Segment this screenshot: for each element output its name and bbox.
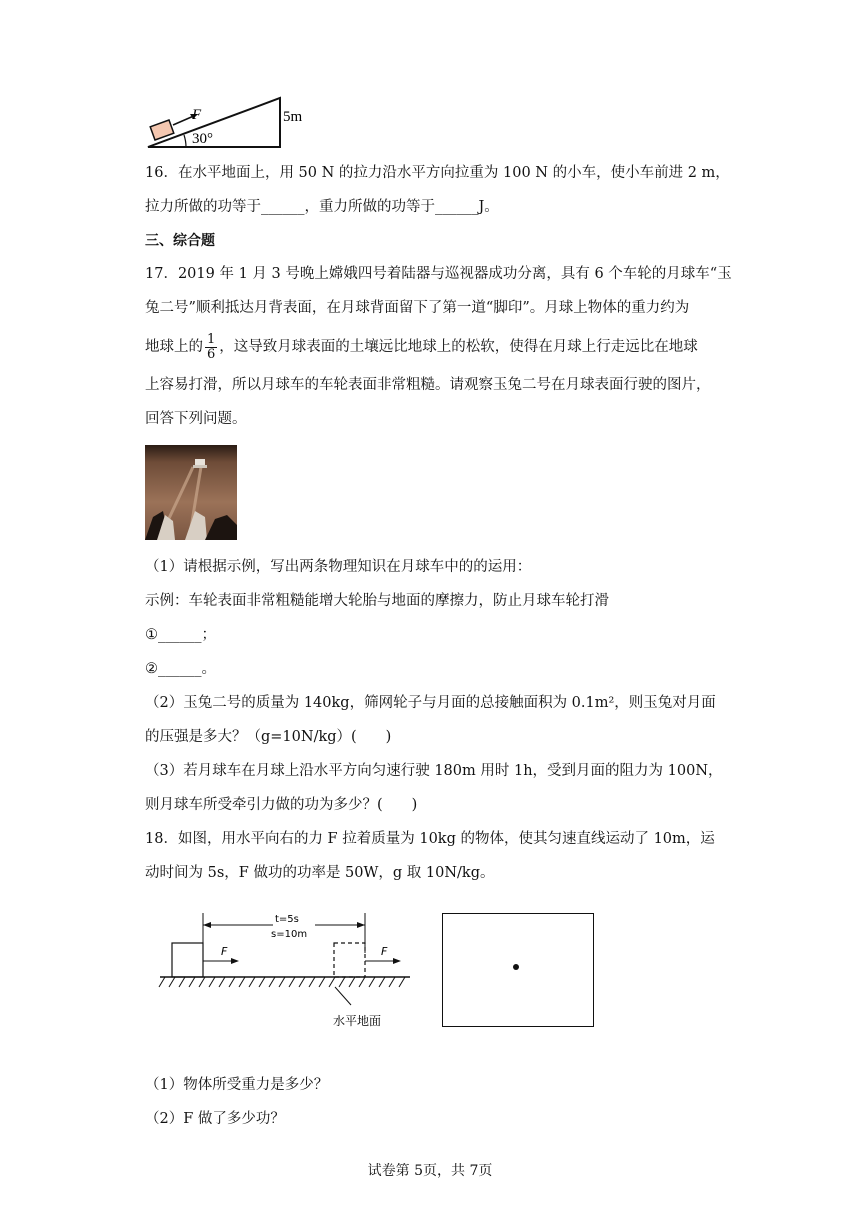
fraction-one-sixth [205,333,217,362]
q17-line3-pre: 地球上的 [145,339,203,355]
incline-force-label: F [192,107,202,123]
q17-line4: 上容易打滑，所以月球车的车轮表面非常粗糙。请观察玉兔二号在月球表面行驶的图片， [145,377,711,393]
lunar-rover-photo [145,445,237,540]
force-label-left: F [221,945,228,958]
q16-line1: 16．在水平地面上，用 50 N 的拉力沿水平方向拉重为 100 N 的小车，使小车前进 2 m， [145,165,730,181]
q17-line2: 兔二号”顺利抵达月背表面，在月球背面留下了第一道“脚印”。月球上物体的重力约为 [145,300,690,316]
incline-height-label: 5m [283,109,303,125]
incline-figure [140,95,320,155]
page-footer: 试卷第 5页，共 7页 [367,1163,493,1179]
q17-line5: 回答下列问题。 [145,411,247,427]
motion-figure [155,905,415,1035]
section-title: 三、综合题 [145,233,215,249]
q17-p3-line1: （3）若月球车在月球上沿水平方向匀速行驶 180m 用时 1h，受到月面的阻力为 100N， [145,763,723,779]
q17-p1: （1）请根据示例，写出两条物理知识在月球车中的的运用： [145,559,532,575]
q18-line1: 18．如图，用水平向右的力 F 拉着质量为 10kg 的物体，使其匀速直线运动了 10m，运 [145,831,715,847]
force-label-right: F [381,945,388,958]
q16-line2: 拉力所做的功等于______，重力所做的功等于______J。 [145,199,499,215]
fraction-numerator: 1 [207,331,216,347]
distance-label: s=10m [271,929,308,940]
q17-p3-line2: 则月球车所受牵引力做的功为多少？( ) [145,797,418,813]
q18-sub2: （2）F 做了多少功？ [145,1111,285,1127]
q17-line3-post: ，这导致月球表面的土壤远比地球上的松软，使得在月球上行走远比在地球 [219,339,698,355]
q18-sub1: （1）物体所受重力是多少？ [145,1077,329,1093]
incline-angle-label: 30° [192,131,213,147]
q17-example: 示例：车轮表面非常粗糙能增大轮胎与地面的摩擦力，防止月球车轮打滑 [145,593,609,609]
q17-p2-line2: 的压强是多大？（g=10N/kg）( ) [145,729,392,745]
q17-line1: 17．2019 年 1 月 3 号晚上嫦娥四号着陆器与巡视器成功分离，具有 6 个车轮的月球车“玉 [145,266,732,282]
q18-line2: 动时间为 5s，F 做功的功率是 50W，g 取 10N/kg。 [145,865,495,881]
q17-line3 [145,332,698,362]
fraction-denominator: 6 [207,346,216,362]
force-diagram-box [442,913,594,1027]
q17-blank1: ①______； [145,627,216,643]
ground-label: 水平地面 [333,1014,382,1028]
object-point [513,964,519,970]
time-label: t=5s [275,914,299,925]
q17-p2-line1: （2）玉兔二号的质量为 140kg，筛网轮子与月面的总接触面积为 0.1m²，则玉兔对月面 [145,695,716,711]
q17-blank2: ②______。 [145,661,216,677]
